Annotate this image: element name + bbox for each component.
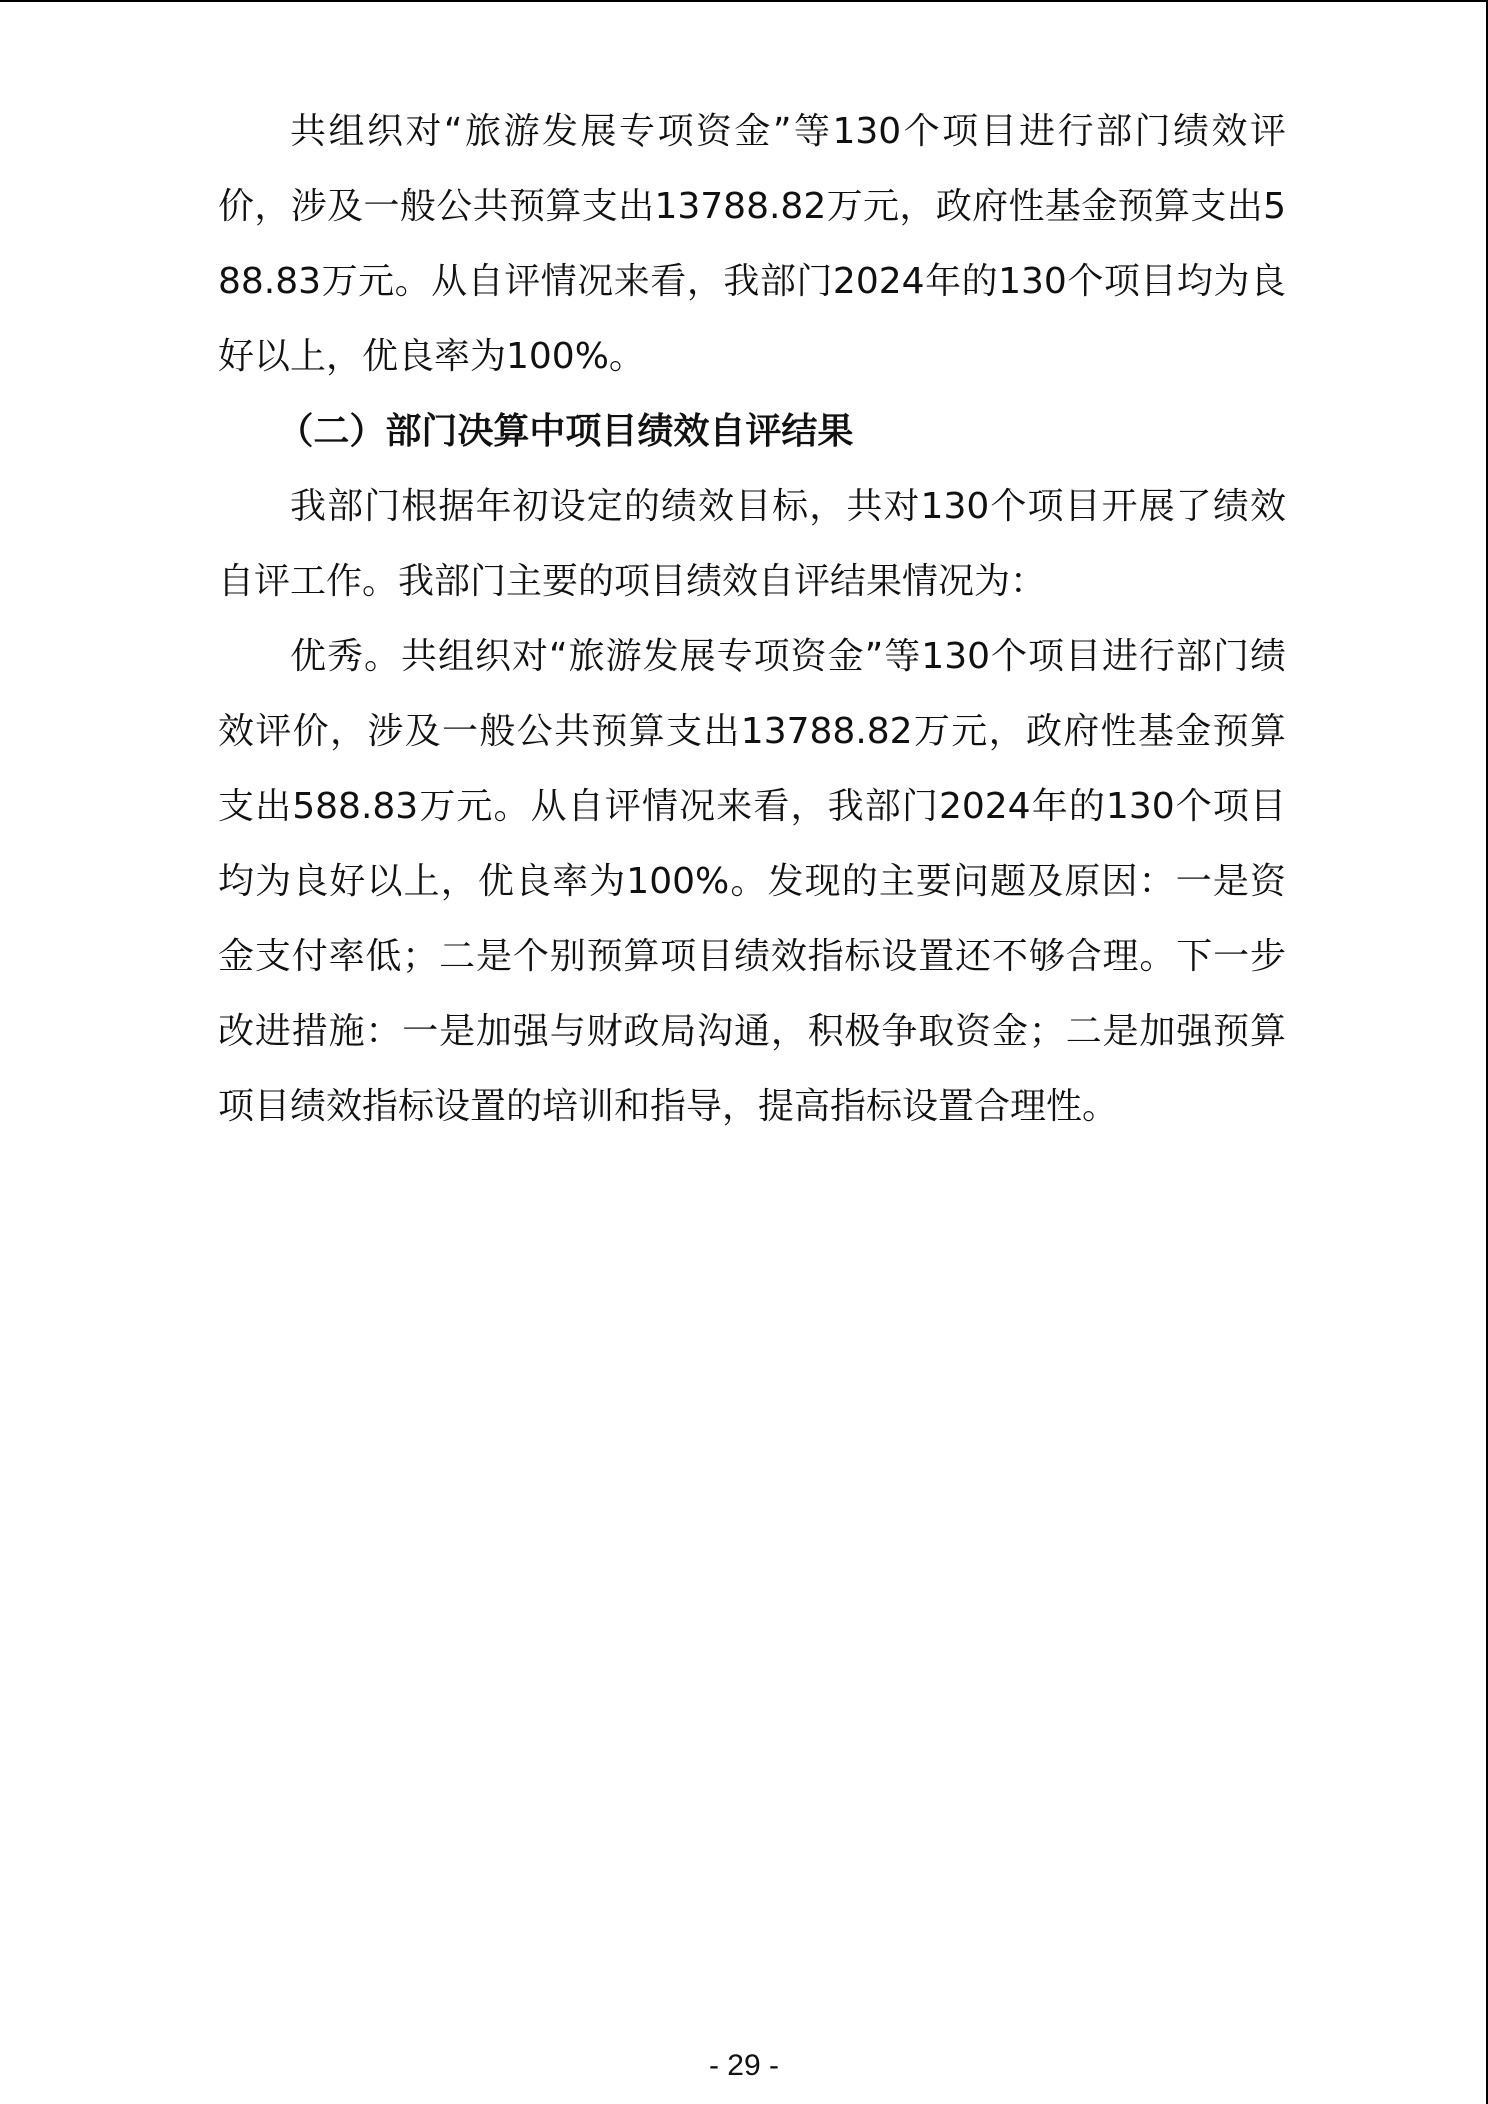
paragraph-evaluation-summary: 共组织对“旅游发展专项资金”等130个项目进行部门绩效评价，涉及一般公共预算支出13788.82万元，政府性基金预算支出588.83万元。从自评情况来看，我部门2024年的130个项目均为良好以上，优良率为100%。 (218, 111, 1286, 377)
paragraph-self-evaluation-results: 优秀。共组织对“旅游发展专项资金”等130个项目进行部门绩效评价，涉及一般公共预算支出13788.82万元，政府性基金预算支出588.83万元。从自评情况来看，我部门2024年的130个项目均为良好以上，优良率为100%。发现的主要问题及原因：一是资金支付率低；二是个别预算项目绩效指标设置还不够合理。下一步改进措施：一是加强与财政局沟通，积极争取资金；二是加强预算项目绩效指标设置的培训和指导，提高指标设置合理性。 (218, 636, 1286, 1127)
page-content (218, 94, 1286, 1144)
section-heading: （二）部门决算中项目绩效自评结果 (277, 411, 854, 452)
paragraph-self-evaluation-intro: 我部门根据年初设定的绩效目标，共对130个项目开展了绩效自评工作。我部门主要的项目绩效自评结果情况为： (218, 486, 1286, 602)
page-number: - 29 - (708, 2049, 780, 2082)
